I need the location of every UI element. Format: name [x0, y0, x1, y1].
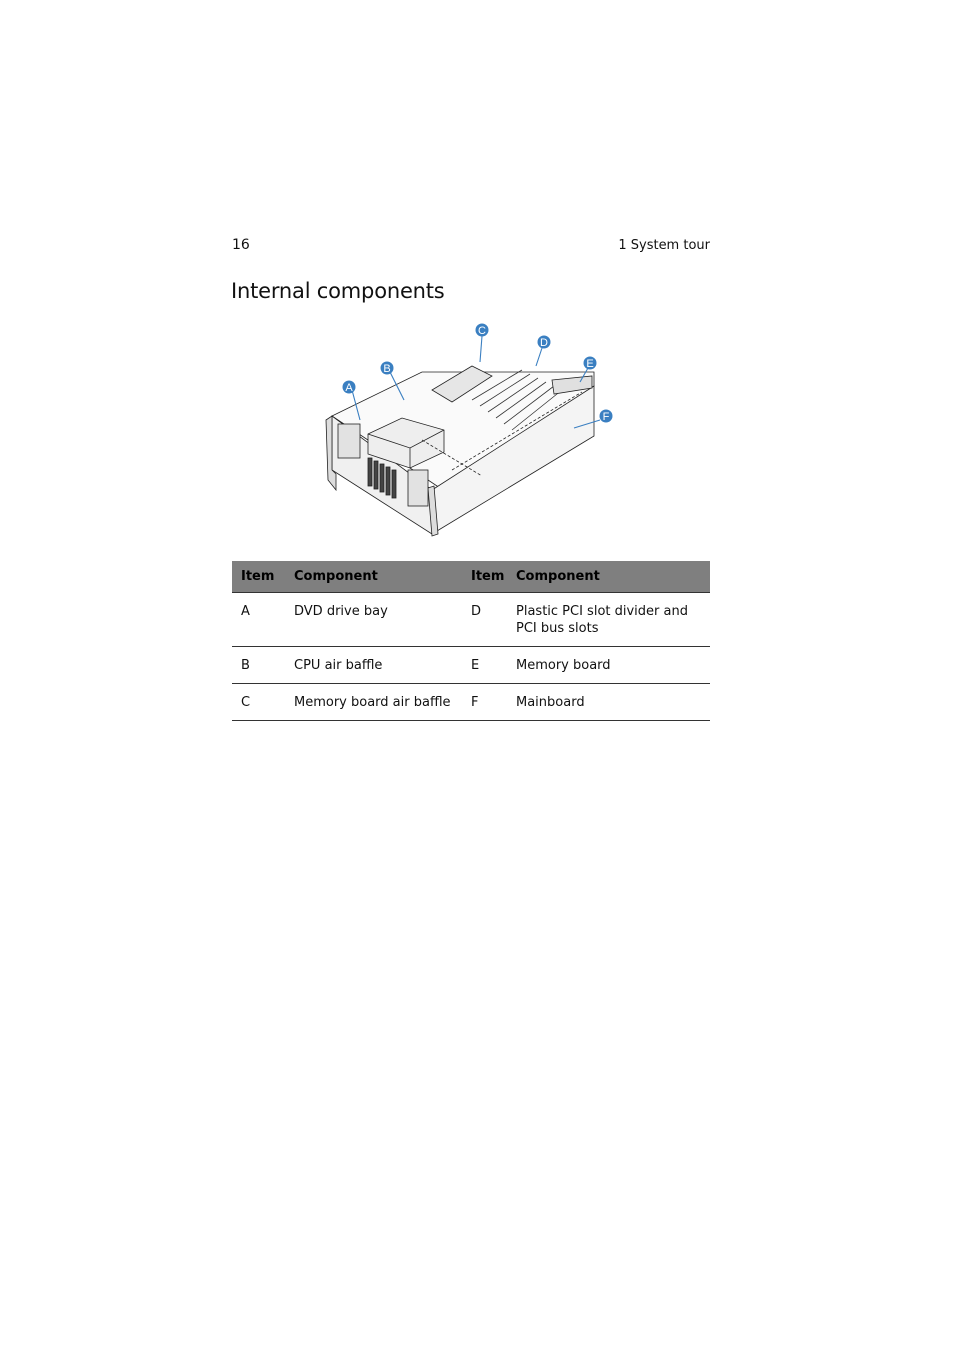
svg-text:C: C	[478, 325, 486, 337]
component-cell: CPU air baffle	[285, 647, 462, 684]
running-header: 1 System tour	[618, 238, 710, 253]
component-cell: Memory board air baffle	[285, 684, 462, 721]
header-item: Item	[232, 561, 285, 593]
callout-a	[343, 381, 356, 395]
callout-line-d	[536, 348, 542, 366]
header-item: Item	[462, 561, 507, 593]
item-cell: F	[462, 684, 507, 721]
front-grille-left	[338, 424, 360, 458]
components-table	[232, 561, 710, 721]
header-component: Component	[507, 561, 710, 593]
svg-text:A: A	[345, 382, 353, 394]
callout-line-c	[480, 336, 482, 362]
front-grille-right	[408, 470, 428, 506]
item-cell: E	[462, 647, 507, 684]
component-cell: Plastic PCI slot divider and PCI bus slots	[507, 593, 710, 647]
table-header-row	[232, 561, 710, 593]
header-component: Component	[285, 561, 462, 593]
component-cell: Memory board	[507, 647, 710, 684]
item-cell: C	[232, 684, 285, 721]
svg-text:D: D	[540, 337, 548, 349]
item-cell: A	[232, 593, 285, 647]
page-number: 16	[232, 237, 250, 253]
callout-b	[381, 362, 394, 376]
server-internal-components-figure	[322, 320, 622, 542]
svg-text:F: F	[602, 411, 610, 423]
callout-d	[538, 336, 551, 350]
item-cell: B	[232, 647, 285, 684]
svg-text:E: E	[586, 358, 594, 370]
table-row	[232, 647, 710, 684]
component-cell: Mainboard	[507, 684, 710, 721]
component-cell: DVD drive bay	[285, 593, 462, 647]
callout-c	[476, 324, 489, 338]
table-row	[232, 684, 710, 721]
svg-text:B: B	[383, 363, 391, 375]
callout-f	[600, 410, 613, 424]
table-row	[232, 593, 710, 647]
section-title: Internal components	[231, 279, 445, 303]
callout-e	[584, 357, 597, 371]
item-cell: D	[462, 593, 507, 647]
